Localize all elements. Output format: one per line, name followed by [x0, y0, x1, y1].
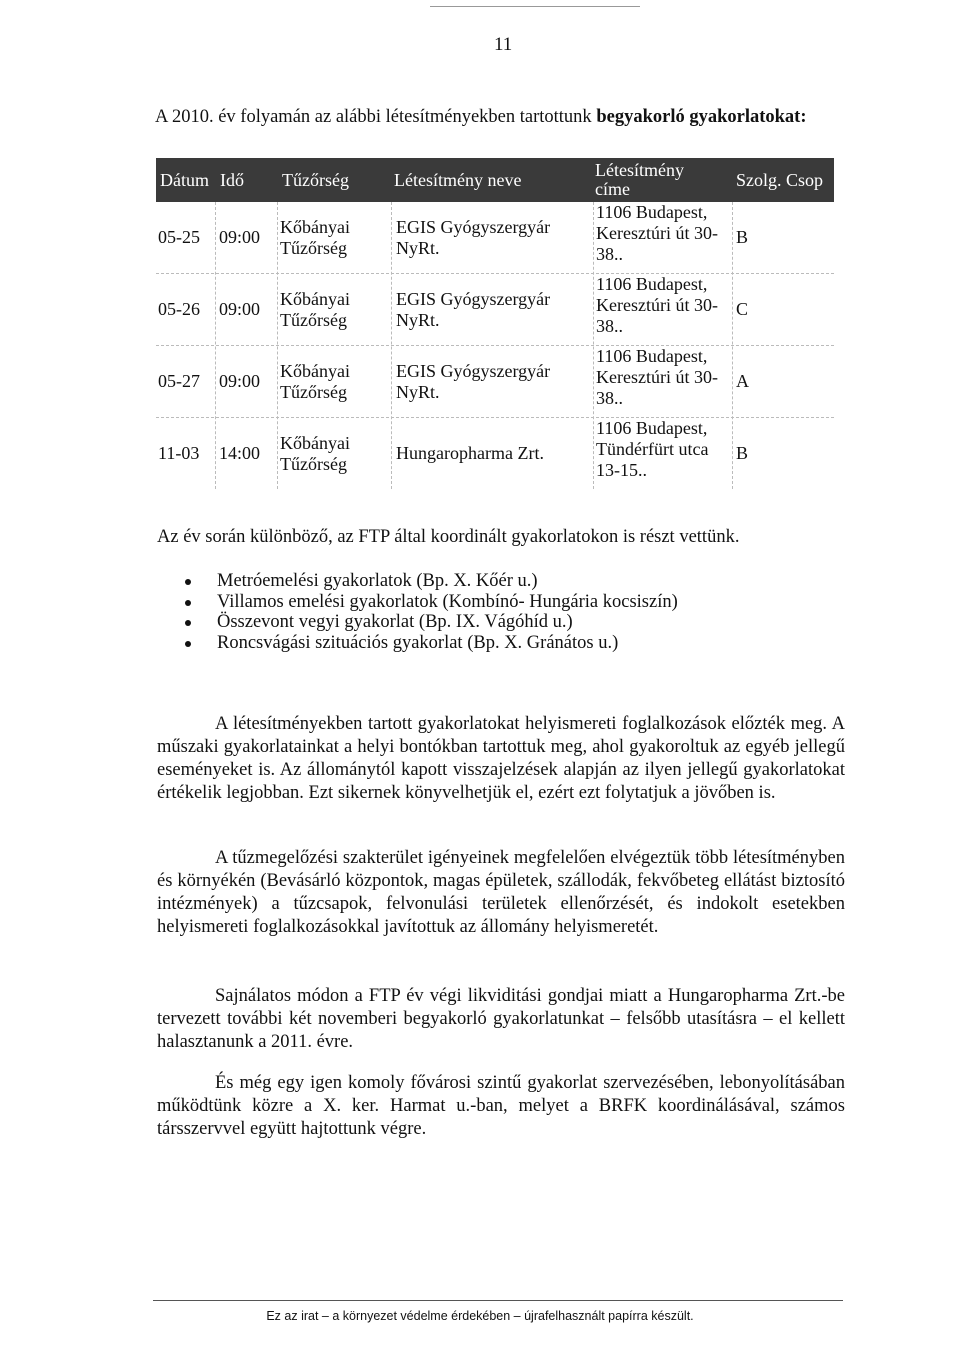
cell-service-group: B [736, 443, 749, 463]
header-facility-address: Létesítmény címe [595, 160, 684, 199]
cell-facility-name: Hungaropharma Zrt. [396, 443, 544, 463]
header-facility-name: Létesítmény neve [394, 169, 522, 190]
header-time: Idő [220, 169, 244, 190]
table-row [156, 418, 834, 489]
list-item: Összevont vegyi gyakorlat (Bp. IX. Vágóhíd u.) [185, 612, 678, 633]
address-text: 1106 Budapest, Keresztúri út 30-38.. [596, 346, 718, 408]
cell-fire-station: Kőbányai Tűzőrség [280, 432, 350, 474]
table-header [156, 158, 834, 202]
cell-time: 09:00 [219, 371, 261, 391]
cell-facility-name: EGIS Gyógyszergyár NyRt. [396, 288, 551, 330]
cell-service-group: C [736, 299, 749, 319]
cell-facility-name: EGIS Gyógyszergyár NyRt. [396, 360, 551, 402]
cell-date: 05-25 [158, 227, 200, 247]
list-item: Roncsvágási szituációs gyakorlat (Bp. X. Gránátos u.) [185, 633, 678, 654]
address-text: 1106 Budapest, Tündérfürt utca 13-15.. [596, 418, 709, 480]
cell-facility-name: EGIS Gyógyszergyár NyRt. [396, 216, 551, 258]
header-fire-station: Tűzőrség [282, 169, 349, 190]
list-item: Metróemelési gyakorlatok (Bp. X. Kőér u.) [185, 571, 678, 592]
table-row [156, 274, 834, 346]
cell-date: 05-27 [158, 371, 200, 391]
cell-date: 05-26 [158, 299, 200, 319]
cell-service-group: A [736, 371, 749, 391]
cell-date: 11-03 [158, 443, 200, 463]
paragraph: Sajnálatos módon a FTP év végi likviditási gondjai miatt a Hungaropharma Zrt.-be tervezett további két novemberi begyakorló gyakorlatunkat – felsőbb utasításra – el kellett halasztanunk a 2011. évre. [157, 986, 845, 1052]
subheading: Az év során különböző, az FTP által koordinált gyakorlatokon is részt vettünk. [157, 527, 740, 547]
address-text: 1106 Budapest, Keresztúri út 30-38.. [596, 202, 718, 264]
cell-time: 14:00 [219, 443, 261, 463]
table-row [156, 202, 834, 274]
page-number: 11 [494, 34, 513, 55]
paragraph: És még egy igen komoly fővárosi szintű gyakorlat szervezésében, lebonyolításában működtünk közre a X. ker. Harmat u.-ban, melyet a BRFK koordinálásával, számos társszervvel együtt hajtottunk végre. [157, 1073, 845, 1139]
cell-time: 09:00 [219, 299, 261, 319]
footer-note: Ez az irat – a környezet védelme érdekében – újrafelhasznált papírra készült. [266, 1309, 694, 1323]
cell-service-group: B [736, 227, 749, 247]
header-service-group: Szolg. Csop [736, 169, 824, 190]
list-item: Villamos emelési gyakorlatok (Kombínó- Hungária kocsiszín) [185, 592, 678, 613]
cell-facility-address [596, 274, 734, 345]
intro-sentence [155, 107, 807, 128]
cell-fire-station: Kőbányai Tűzőrség [280, 288, 350, 330]
intro-bold: begyakorló gyakorlatokat: [596, 107, 807, 127]
cell-facility-address [596, 202, 734, 273]
top-rule [430, 6, 640, 7]
intro-text: A 2010. év folyamán az alábbi létesítményekben tartottunk [155, 107, 597, 127]
cell-fire-station: Kőbányai Tűzőrség [280, 216, 350, 258]
cell-time: 09:00 [219, 227, 261, 247]
exercise-list [185, 571, 678, 653]
paragraph: A tűzmegelőzési szakterület igényeinek megfelelően elvégeztük több létesítményben és környékén (Bevásárló központok, magas épületek, szállodák, fekvőbeteg ellátást biztosító intézmények) a tűzcsapok, felvonulási területek ellenőrzését, és indokolt esetekben helyismereti foglalkozásokkal javítottuk az állomány helyismeretét. [157, 848, 845, 937]
footer-rule [153, 1300, 843, 1301]
paragraph: A létesítményekben tartott gyakorlatokat helyismereti foglalkozások előzték meg. A műszaki gyakorlatainkat a helyi bontókban tartottuk meg, ahol gyakoroltuk az egyéb jellegű eseményeket is. Az állománytól kapott visszajelzések alapján az ilyen jellegű gyakorlatokat értékelik legjobban. Ezt sikernek könyvelhetjük el, ezért ezt folytatjuk a jövőben is. [157, 714, 845, 803]
cell-facility-address [596, 346, 734, 417]
header-date: Dátum [160, 169, 209, 190]
cell-fire-station: Kőbányai Tűzőrség [280, 360, 350, 402]
exercises-table [156, 158, 834, 489]
cell-facility-address [596, 418, 734, 489]
address-text: 1106 Budapest, Keresztúri út 30-38.. [596, 274, 718, 336]
table-row [156, 346, 834, 418]
